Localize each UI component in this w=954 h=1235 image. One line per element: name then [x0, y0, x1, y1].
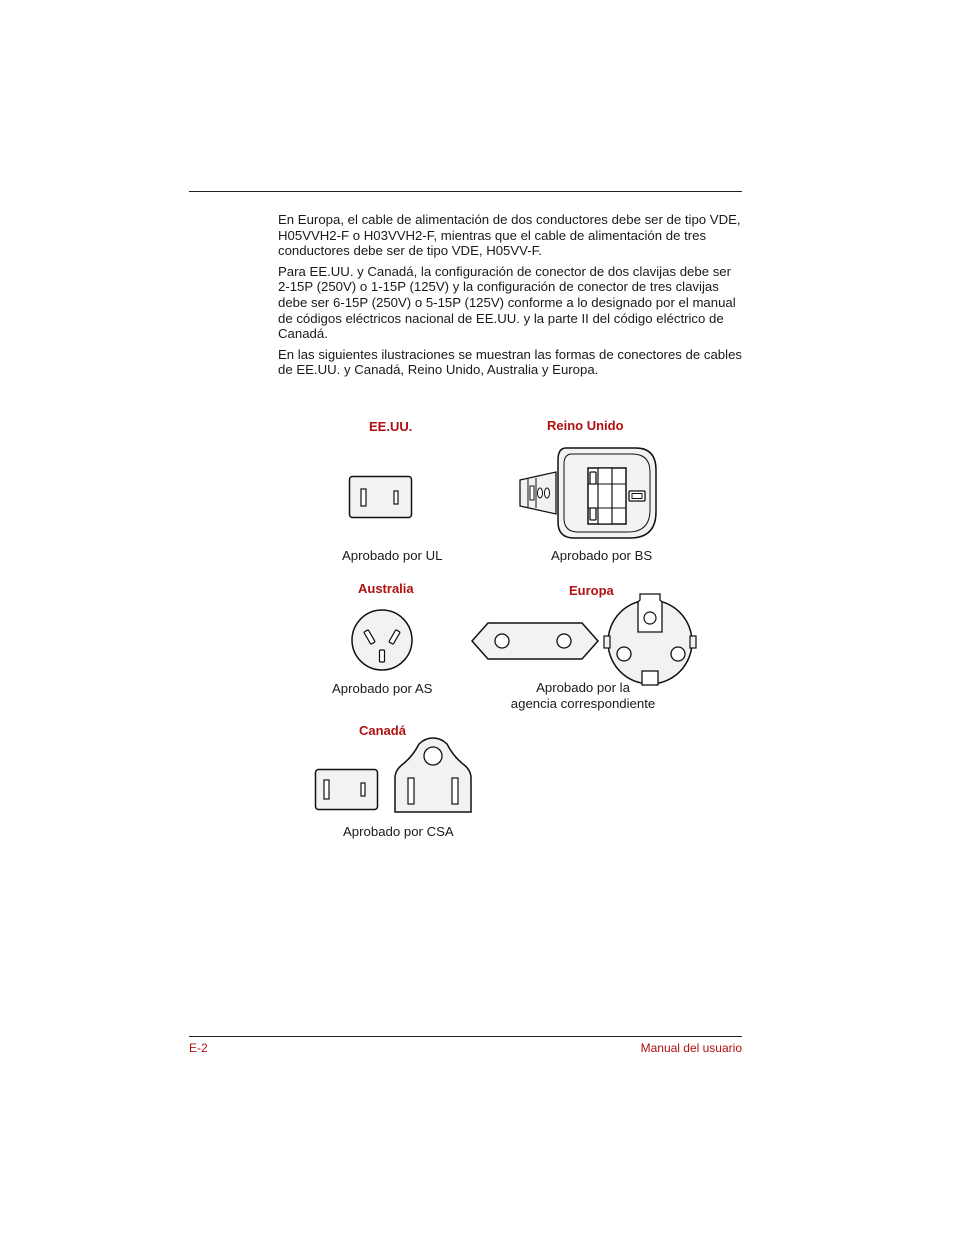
paragraph: En Europa, el cable de alimentación de dos conductores debe ser de tipo VDE, H05VVH2-F o H03VVH2-F, mientras que el cable de alimentación de tres conductores debe ser de tipo VDE, H05VV-F. [278, 212, 741, 259]
caption-uk: Aprobado por BS [551, 548, 653, 563]
header-rule [189, 191, 742, 192]
footer-rule [189, 1036, 742, 1037]
europe-schuko-plug-icon [602, 592, 698, 690]
europe-two-pin-plug-icon [470, 621, 600, 661]
body-text [278, 212, 744, 383]
paragraph: Para EE.UU. y Canadá, la configuración de conector de dos clavijas debe ser 2-15P (250V) o 1-15P (125V) y la configuración de conector de tres clavijas debe ser 6-15P (250V) o 5-15P (125V) conforme a lo designado por el manual de códigos eléctricos nacional de EE.UU. y la parte II del código eléctrico de Canadá. [278, 263, 736, 342]
heading-uk: Reino Unido [547, 418, 624, 433]
heading-canada: Canadá [359, 723, 406, 738]
australia-plug-icon [350, 608, 414, 672]
footer-page-number: E-2 [189, 1041, 208, 1055]
paragraph: En las siguientes ilustraciones se muestran las formas de conectores de cables de EE.UU. y Canadá, Reino Unido, Australia y Europa. [278, 346, 742, 378]
usa-plug-icon [348, 475, 414, 520]
canada-three-pin-plug-icon [391, 736, 475, 814]
caption-europe-line2: agencia correspondiente [510, 696, 656, 711]
heading-usa: EE.UU. [369, 419, 413, 434]
heading-europe: Europa [569, 583, 614, 598]
canada-two-pin-plug-icon [314, 768, 380, 811]
caption-australia: Aprobado por AS [332, 681, 433, 696]
caption-europe [506, 680, 660, 712]
heading-australia: Australia [358, 581, 414, 596]
caption-usa: Aprobado por UL [342, 548, 443, 563]
caption-canada: Aprobado por CSA [343, 824, 454, 839]
caption-europe-line1: Aprobado por la [536, 680, 630, 695]
footer-title: Manual del usuario [640, 1041, 742, 1055]
uk-plug-icon [518, 446, 660, 540]
